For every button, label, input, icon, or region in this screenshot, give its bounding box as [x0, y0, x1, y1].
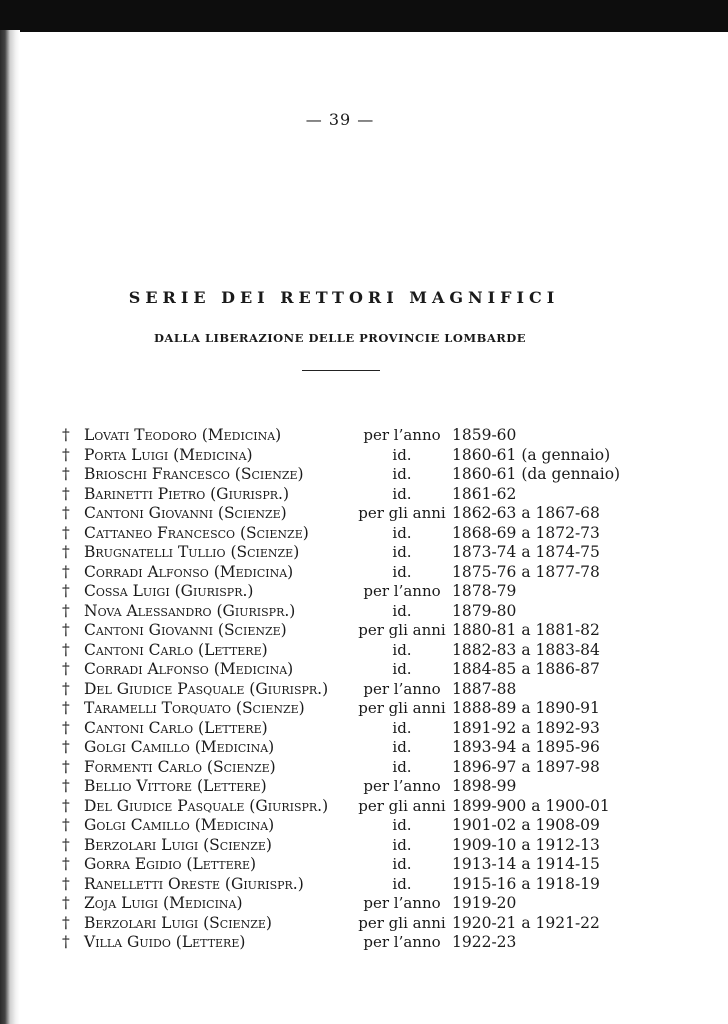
- deceased-mark: †: [62, 582, 70, 600]
- rector-row: [62, 543, 702, 563]
- rector-period: id.: [392, 523, 412, 542]
- page-number: — 39 —: [305, 110, 375, 129]
- scan-binding-edge: [0, 30, 20, 1024]
- rector-period: per gli anni: [358, 504, 446, 522]
- rector-period: id.: [392, 640, 412, 659]
- deceased-mark: †: [62, 426, 70, 444]
- rector-name: Cantoni Carlo (Lettere): [84, 640, 268, 659]
- rector-row: [62, 680, 702, 700]
- rector-years: 1899-900 a 1900-01: [452, 796, 610, 815]
- rector-years: 1915-16 a 1918-19: [452, 874, 600, 893]
- deceased-mark: †: [62, 621, 70, 639]
- rector-years: 1920-21 a 1921-22: [452, 913, 600, 932]
- rector-years: 1887-88: [452, 679, 517, 698]
- rector-row: [62, 719, 702, 739]
- rector-name: Cossa Luigi (Giurispr.): [84, 582, 254, 600]
- rector-period: per l’anno: [363, 679, 441, 698]
- rector-row: [62, 660, 702, 680]
- rector-row: [62, 797, 702, 817]
- rector-years: 1893-94 a 1895-96: [452, 738, 600, 756]
- deceased-mark: †: [62, 465, 70, 483]
- deceased-mark: †: [62, 504, 70, 522]
- rector-years: 1878-79: [452, 582, 517, 600]
- deceased-mark: †: [62, 816, 70, 834]
- rector-name: Del Giudice Pasquale (Giurispr.): [84, 796, 329, 815]
- scan-top-border: [0, 0, 728, 32]
- rector-period: id.: [392, 562, 412, 581]
- rector-row: [62, 641, 702, 661]
- rector-years: 1922-23: [452, 933, 517, 951]
- rector-name: Corradi Alfonso (Medicina): [84, 562, 294, 581]
- rector-period: per l’anno: [363, 933, 441, 951]
- rector-years: 1868-69 a 1872-73: [452, 523, 600, 542]
- deceased-mark: †: [62, 445, 70, 464]
- rector-row: [62, 621, 702, 641]
- rector-years: 1896-97 a 1897-98: [452, 757, 600, 776]
- rector-name: Gorra Egidio (Lettere): [84, 855, 257, 873]
- rector-period: id.: [392, 874, 412, 893]
- rector-row: [62, 563, 702, 583]
- rector-name: Bellio Vittore (Lettere): [84, 777, 267, 795]
- deceased-mark: †: [62, 894, 70, 912]
- deceased-mark: †: [62, 601, 70, 620]
- rector-row: [62, 485, 702, 505]
- page-title: SERIE DEI RETTORI MAGNIFICI: [128, 288, 560, 307]
- page-subtitle: DALLA LIBERAZIONE DELLE PROVINCIE LOMBARDE: [153, 331, 527, 345]
- rector-row: [62, 914, 702, 934]
- deceased-mark: †: [62, 796, 70, 815]
- deceased-mark: †: [62, 543, 70, 561]
- rector-period: per l’anno: [363, 582, 441, 600]
- rector-period: per gli anni: [358, 699, 446, 717]
- rector-name: Ranelletti Oreste (Giurispr.): [84, 874, 304, 893]
- title-divider: [302, 370, 380, 371]
- rector-period: id.: [392, 484, 412, 503]
- rector-period: id.: [392, 718, 412, 737]
- rector-name: Del Giudice Pasquale (Giurispr.): [84, 679, 329, 698]
- rector-period: id.: [392, 465, 412, 483]
- rector-period: id.: [392, 835, 412, 854]
- rector-name: Golgi Camillo (Medicina): [84, 738, 275, 756]
- rector-name: Lovati Teodoro (Medicina): [84, 426, 282, 444]
- rector-years: 1873-74 a 1874-75: [452, 543, 600, 561]
- rector-period: id.: [392, 601, 412, 620]
- rector-period: per l’anno: [363, 777, 441, 795]
- rector-name: Cantoni Carlo (Lettere): [84, 718, 268, 737]
- rector-row: [62, 426, 702, 446]
- rector-row: [62, 582, 702, 602]
- rector-years: 1879-80: [452, 601, 517, 620]
- rector-years: 1884-85 a 1886-87: [452, 660, 600, 678]
- rector-row: [62, 602, 702, 622]
- rector-name: Cattaneo Francesco (Scienze): [84, 523, 309, 542]
- rector-years: 1875-76 a 1877-78: [452, 562, 600, 581]
- rector-row: [62, 816, 702, 836]
- rector-period: id.: [392, 543, 412, 561]
- rector-period: id.: [392, 660, 412, 678]
- rector-row: [62, 777, 702, 797]
- rectors-list: [62, 426, 702, 953]
- rector-years: 1901-02 a 1908-09: [452, 816, 600, 834]
- deceased-mark: †: [62, 913, 70, 932]
- deceased-mark: †: [62, 874, 70, 893]
- rector-row: [62, 699, 702, 719]
- rector-years: 1880-81 a 1881-82: [452, 621, 600, 639]
- rector-row: [62, 504, 702, 524]
- deceased-mark: †: [62, 777, 70, 795]
- rector-period: id.: [392, 855, 412, 873]
- rector-years: 1859-60: [452, 426, 517, 444]
- deceased-mark: †: [62, 718, 70, 737]
- rector-name: Golgi Camillo (Medicina): [84, 816, 275, 834]
- rector-name: Formenti Carlo (Scienze): [84, 757, 276, 776]
- rector-row: [62, 875, 702, 895]
- rector-name: Nova Alessandro (Giurispr.): [84, 601, 296, 620]
- deceased-mark: †: [62, 855, 70, 873]
- rector-years: 1861-62: [452, 484, 517, 503]
- rector-period: id.: [392, 445, 412, 464]
- rector-row: [62, 933, 702, 953]
- rector-name: Berzolari Luigi (Scienze): [84, 913, 272, 932]
- deceased-mark: †: [62, 835, 70, 854]
- deceased-mark: †: [62, 640, 70, 659]
- rector-row: [62, 758, 702, 778]
- rector-name: Berzolari Luigi (Scienze): [84, 835, 272, 854]
- rector-name: Cantoni Giovanni (Scienze): [84, 621, 287, 639]
- deceased-mark: †: [62, 699, 70, 717]
- rector-period: per gli anni: [358, 796, 446, 815]
- rector-period: id.: [392, 738, 412, 756]
- rector-name: Barinetti Pietro (Giurispr.): [84, 484, 290, 503]
- rector-years: 1909-10 a 1912-13: [452, 835, 600, 854]
- rector-period: per l’anno: [363, 426, 441, 444]
- rector-period: per gli anni: [358, 913, 446, 932]
- deceased-mark: †: [62, 660, 70, 678]
- rector-years: 1913-14 a 1914-15: [452, 855, 600, 873]
- rector-name: Taramelli Torquato (Scienze): [84, 699, 305, 717]
- rector-row: [62, 836, 702, 856]
- rector-years: 1860-61 (da gennaio): [452, 465, 621, 483]
- rector-period: per gli anni: [358, 621, 446, 639]
- rector-years: 1862-63 a 1867-68: [452, 504, 600, 522]
- rector-row: [62, 465, 702, 485]
- deceased-mark: †: [62, 679, 70, 698]
- deceased-mark: †: [62, 933, 70, 951]
- rector-row: [62, 738, 702, 758]
- deceased-mark: †: [62, 738, 70, 756]
- rector-years: 1882-83 a 1883-84: [452, 640, 600, 659]
- rector-row: [62, 855, 702, 875]
- rector-name: Zoja Luigi (Medicina): [84, 894, 243, 912]
- rector-period: per l’anno: [363, 894, 441, 912]
- rector-period: id.: [392, 816, 412, 834]
- rector-row: [62, 446, 702, 466]
- deceased-mark: †: [62, 523, 70, 542]
- rector-name: Villa Guido (Lettere): [84, 933, 246, 951]
- rector-row: [62, 524, 702, 544]
- rector-years: 1888-89 a 1890-91: [452, 699, 600, 717]
- rector-years: 1860-61 (a gennaio): [452, 445, 611, 464]
- rector-years: 1891-92 a 1892-93: [452, 718, 600, 737]
- rector-years: 1898-99: [452, 777, 517, 795]
- rector-name: Brioschi Francesco (Scienze): [84, 465, 304, 483]
- deceased-mark: †: [62, 484, 70, 503]
- deceased-mark: †: [62, 757, 70, 776]
- rector-row: [62, 894, 702, 914]
- rector-name: Cantoni Giovanni (Scienze): [84, 504, 287, 522]
- deceased-mark: †: [62, 562, 70, 581]
- rector-name: Corradi Alfonso (Medicina): [84, 660, 294, 678]
- rector-name: Porta Luigi (Medicina): [84, 445, 253, 464]
- rector-name: Brugnatelli Tullio (Scienze): [84, 543, 300, 561]
- rector-years: 1919-20: [452, 894, 517, 912]
- rector-period: id.: [392, 757, 412, 776]
